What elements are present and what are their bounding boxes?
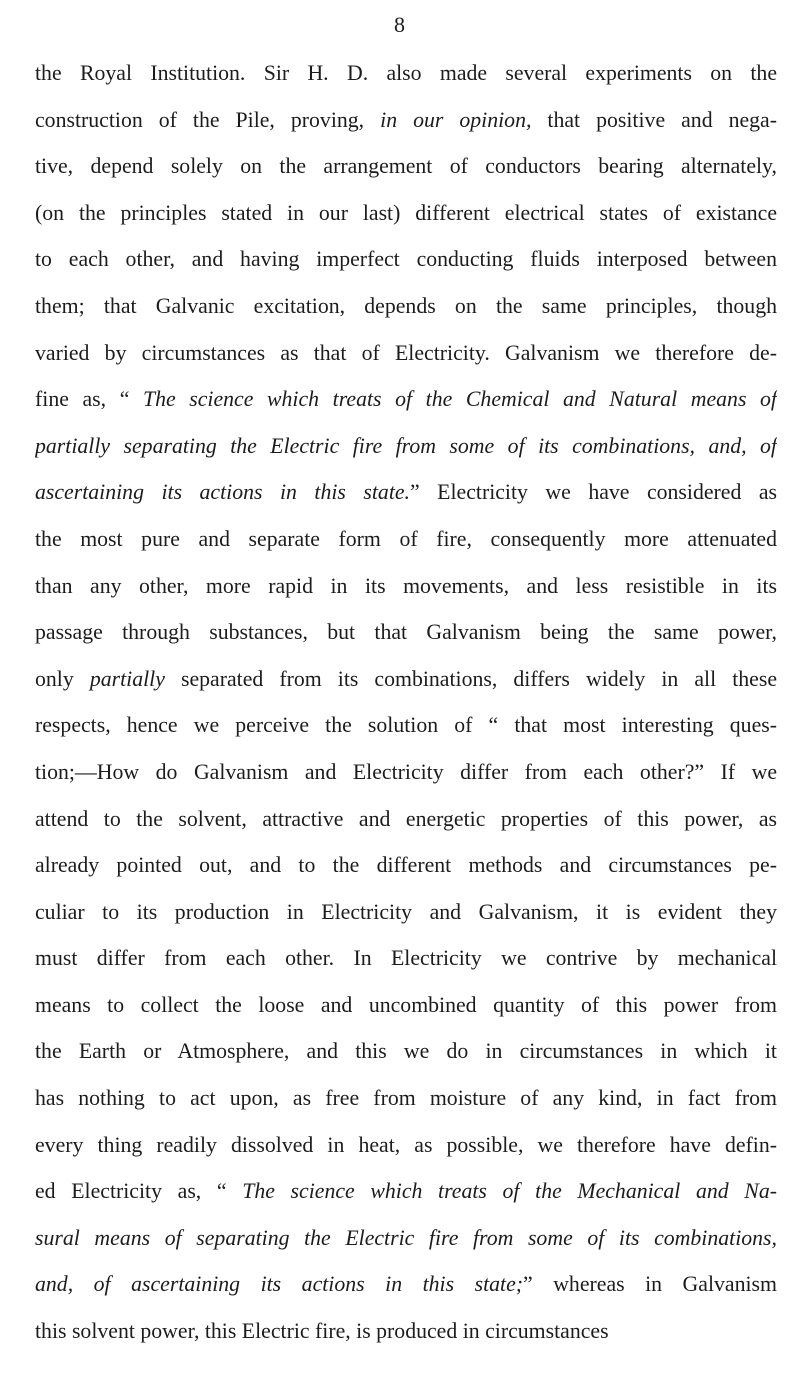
text-line [35,469,777,516]
text-line [35,1215,777,1262]
text-segment: ” Electricity we have considered as [410,480,777,505]
text-segment: this solvent power, this Electric fire, is produced in circumstances [35,1319,609,1344]
text-segment: than any other, more rapid in its movements, and less resistible in its [35,573,777,598]
text-segment: that positive and nega- [531,107,777,132]
text-line [35,143,777,190]
text-line [35,1122,777,1169]
text-line [35,1028,777,1075]
text-line [35,283,777,330]
text-segment: respects, hence we perceive the solution of “ that most interesting ques- [35,713,777,738]
italic-text-segment: partially separating the Electric fire from some of its combinations, and, of [35,433,777,458]
text-segment: the Earth or Atmosphere, and this we do in circumstances in which it [35,1039,777,1064]
text-line [35,889,777,936]
text-segment: culiar to its production in Electricity and Galvanism, it is evident they [35,899,777,924]
body-text [35,50,777,1355]
text-segment: the Royal Institution. Sir H. D. also made several experiments on the [35,61,777,85]
text-segment: attend to the solvent, attractive and energetic properties of this power, as [35,806,777,831]
text-segment: varied by circumstances as that of Electricity. Galvanism we therefore de- [35,340,777,365]
text-segment: ed Electricity as, “ [35,1179,243,1204]
text-segment: them; that Galvanic excitation, depends on the same principles, though [35,293,777,318]
text-line [35,376,777,423]
italic-text-segment: The science which treats of the Chemical and Natural means of [142,387,777,412]
text-segment: must differ from each other. In Electricity we contrive by mechanical [35,946,777,971]
text-line [35,1168,777,1215]
text-line [35,190,777,237]
text-line [35,563,777,610]
text-line [35,1308,777,1355]
text-line [35,1075,777,1122]
text-segment: has nothing to act upon, as free from moisture of any kind, in fact from [35,1086,777,1111]
text-line [35,609,777,656]
text-line [35,842,777,889]
text-line [35,749,777,796]
text-line [35,236,777,283]
italic-text-segment: sural means of separating the Electric fire from some of its combinations, [35,1225,777,1250]
text-line [35,423,777,470]
text-line [35,50,777,97]
text-line [35,516,777,563]
text-segment: fine as, “ [35,387,143,412]
text-line [35,1261,777,1308]
text-line [35,702,777,749]
italic-text-segment: and, of ascertaining its actions in this state; [35,1272,524,1297]
text-segment: construction of the Pile, proving, [35,107,381,132]
text-line [35,330,777,377]
italic-text-segment: ascertaining its actions in this state. [35,480,411,505]
page-number: 8 [394,12,406,37]
text-segment: means to collect the loose and uncombined quantity of this power from [35,992,777,1017]
text-line [35,982,777,1029]
text-segment: tion;—How do Galvanism and Electricity differ from each other?” If we [35,759,777,784]
text-line [35,796,777,843]
text-line [35,97,777,144]
text-segment: tive, depend solely on the arrangement of conductors bearing alternately, [35,154,777,179]
italic-text-segment: in our opinion, [380,107,532,132]
text-segment: passage through substances, but that Galvanism being the same power, [35,620,777,645]
text-segment: only [35,666,90,691]
text-segment: (on the principles stated in our last) different electrical states of existance [35,200,777,225]
text-line [35,656,777,703]
text-segment: every thing readily dissolved in heat, as possible, we therefore have defin- [35,1132,777,1157]
text-segment: separated from its combinations, differs widely in all these [164,666,777,691]
text-segment: already pointed out, and to the different methods and circumstances pe- [35,853,777,878]
italic-text-segment: The science which treats of the Mechanical and Na- [242,1179,777,1204]
text-segment: ” whereas in Galvanism [523,1272,777,1297]
italic-text-segment: partially [89,666,165,691]
text-line [35,935,777,982]
text-segment: to each other, and having imperfect conducting fluids interposed between [35,247,777,272]
text-segment: the most pure and separate form of fire, consequently more attenuated [35,526,777,551]
